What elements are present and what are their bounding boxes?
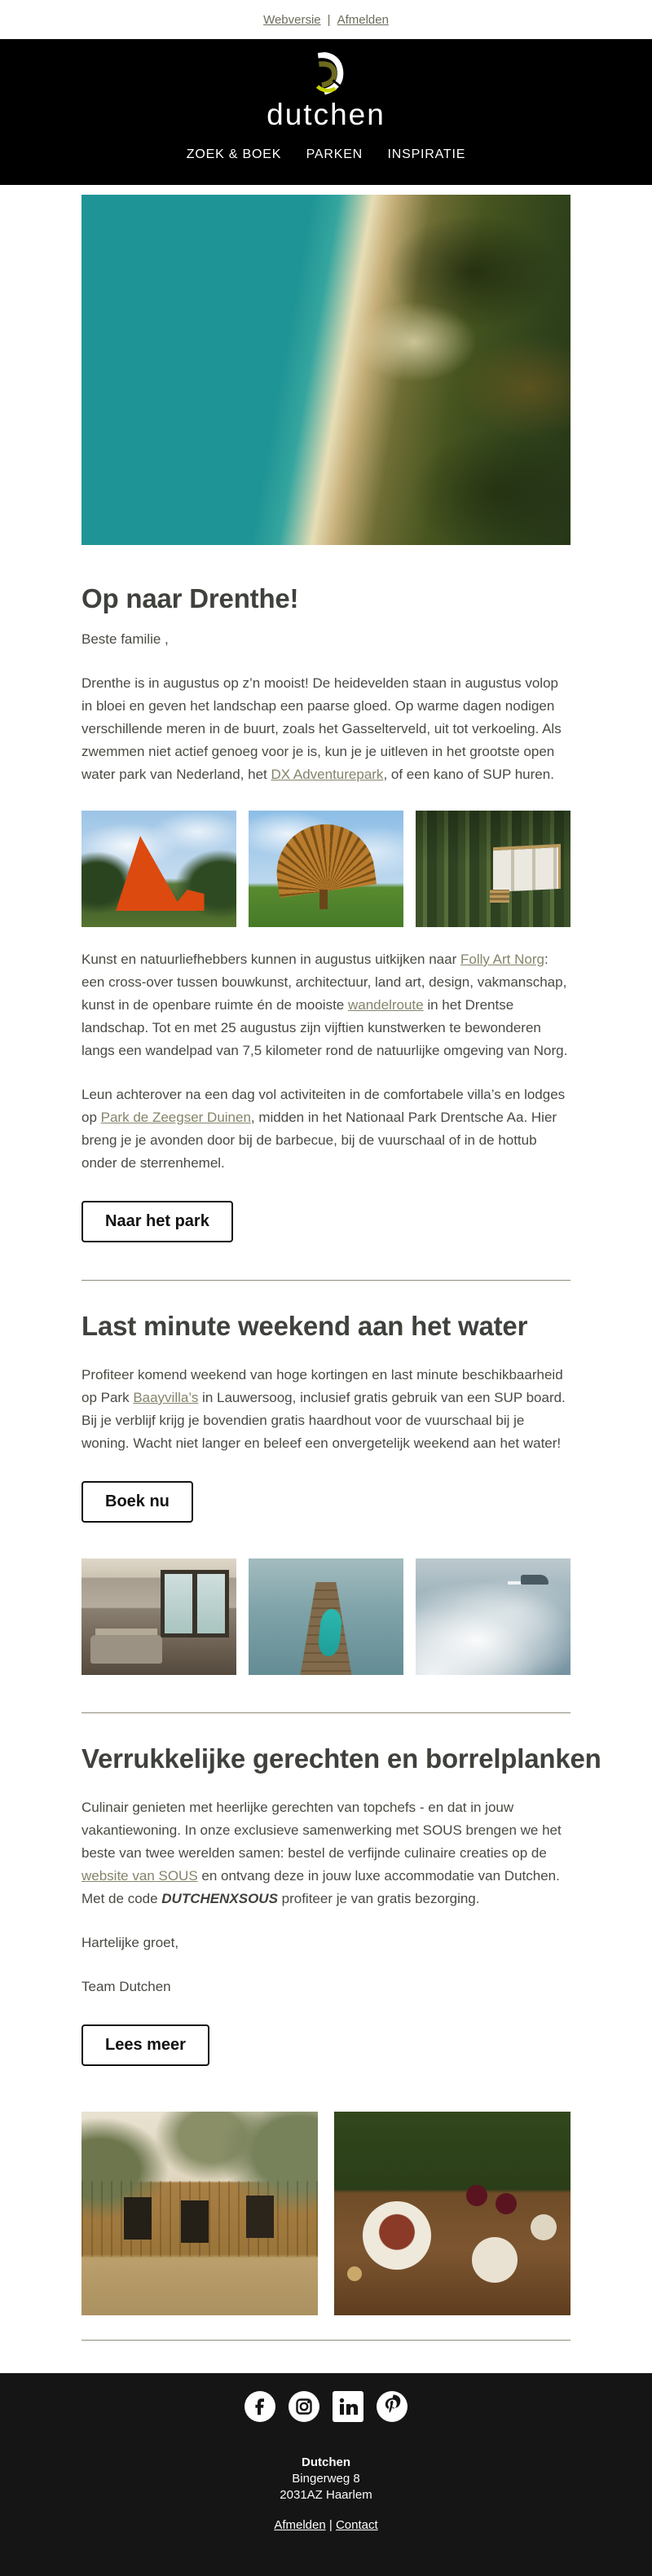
section1-heading: Op naar Drenthe!	[82, 583, 299, 613]
naar-het-park-button[interactable]: Naar het park	[82, 1201, 233, 1242]
section3-paragraph	[82, 1796, 570, 1910]
text-segment: Drenthe is in augustus op z’n mooist! De heidevelden staan in augustus volop in bloei en geven het landschap een paarse gloed. Op warme dagen nodigen verschillende meren in de buurt, zoals het Gasselterveld, uit tot verkoeling. Als zwemmen niet actief genoeg voor je is, kun je je uitleven in het grootste open water park van Nederland, het	[82, 675, 562, 782]
topbar	[0, 0, 652, 39]
photo-water-boat-wake[interactable]	[416, 1558, 570, 1675]
webversie-link[interactable]: Webversie	[263, 12, 321, 27]
lees-meer-button[interactable]: Lees meer	[82, 2024, 209, 2066]
text-segment: , of een kano of SUP huren.	[383, 767, 554, 782]
text-segment: in het Drentse landschap. Tot en met 25 augustus zijn vijftien kunstwerken te bewonderen langs een wandelpad van 7,5 kilometer rond de natuurlijke omgeving van Norg.	[82, 997, 568, 1058]
text-segment: in Lauwersoog, inclusief gratis gebruik van een SUP board. Bij je verblijf krijg je bovendien gratis haardhout voor de vuurschaal bij je woning. Wacht niet langer en beleef een onvergetelijk weekend aan het water!	[82, 1390, 566, 1451]
text-segment: profiteer je van gratis bezorging.	[277, 1891, 480, 1906]
social-links	[0, 2391, 652, 2422]
closing-signature: Team Dutchen	[82, 1979, 171, 1994]
afmelden-top-link[interactable]: Afmelden	[337, 12, 389, 27]
linkedin-icon[interactable]	[333, 2391, 363, 2422]
photo-food-platters[interactable]	[334, 2112, 570, 2315]
photo-row-art	[82, 811, 570, 927]
main-nav	[0, 147, 652, 162]
footer-address-street: Bingerweg 8	[292, 2472, 360, 2486]
section-divider-1	[82, 1280, 570, 1281]
dutchen-logo-icon[interactable]	[308, 52, 344, 95]
brand-wordmark[interactable]: dutchen	[267, 98, 385, 131]
header	[0, 39, 652, 185]
footer-separator: |	[328, 2518, 333, 2532]
section-divider-2	[82, 1712, 570, 1713]
photo-orange-sculpture[interactable]	[82, 811, 236, 927]
text-segment: : een cross-over tussen bouwkunst, architectuur, land art, design, vakmanschap, kunst in de openbare ruimte én de mooiste	[82, 952, 567, 1013]
photo-wooden-fan-sculpture[interactable]	[249, 811, 403, 927]
wandelroute-link[interactable]: wandelroute	[347, 997, 424, 1013]
nav-zoek-boek[interactable]: ZOEK & BOEK	[186, 147, 282, 161]
text-segment: Kunst en natuurliefhebbers kunnen in augustus uitkijken naar	[82, 952, 460, 967]
afmelden-footer-link[interactable]: Afmelden	[274, 2518, 326, 2532]
instagram-icon[interactable]	[289, 2391, 319, 2422]
greeting-text: Beste familie ,	[82, 631, 169, 647]
section1-paragraph-2	[82, 948, 570, 1062]
photo-wooden-cabin[interactable]	[82, 2112, 318, 2315]
section1-paragraph-1	[82, 672, 570, 786]
text-segment: en ontvang deze in jouw luxe accommodatie van Dutchen. Met de code	[82, 1868, 560, 1906]
section3-heading: Verrukkelijke gerechten en borrelplanken	[82, 1743, 601, 1774]
text-segment: Culinair genieten met heerlijke gerechten van topchefs - en dat in jouw vakantiewoning. In onze exclusieve samenwerking met SOUS brengen we het beste van twee werelden samen: bestel de verfijnde culinaire creaties op de	[82, 1800, 562, 1861]
photo-row-culinary	[82, 2112, 570, 2315]
website-van-sous-link[interactable]: website van SOUS	[82, 1868, 198, 1884]
footer-address-city: 2031AZ Haarlem	[280, 2488, 372, 2502]
section-divider-3	[82, 2340, 570, 2341]
section1-paragraph-3	[82, 1084, 570, 1175]
nav-parken[interactable]: PARKEN	[306, 147, 363, 161]
baayvillas-link[interactable]: Baayvilla’s	[133, 1390, 199, 1405]
footer	[0, 2373, 652, 2576]
photo-sup-board-jetty[interactable]	[249, 1558, 403, 1675]
email-content	[82, 195, 601, 2341]
facebook-icon[interactable]	[244, 2391, 275, 2422]
text-segment: , midden in het Nationaal Park Drentsche Aa. Hier breng je je avonden door bij de barbecue, bij de vuurschaal of in de hottub onder de sterrenhemel.	[82, 1110, 557, 1171]
text-segment: Profiteer komend weekend van hoge kortingen en last minute beschikbaarheid op Park	[82, 1367, 563, 1405]
boek-nu-button[interactable]: Boek nu	[82, 1481, 193, 1523]
section2-paragraph	[82, 1364, 570, 1455]
footer-company-name: Dutchen	[302, 2455, 350, 2469]
photo-forest-art-panels[interactable]	[416, 811, 570, 927]
dx-adventurepark-link[interactable]: DX Adventurepark	[271, 767, 384, 782]
footer-links	[0, 2518, 652, 2532]
nav-inspiratie[interactable]: INSPIRATIE	[387, 147, 466, 161]
hero-photo-aerial-lake[interactable]	[82, 195, 570, 545]
pinterest-icon[interactable]	[377, 2391, 408, 2422]
contact-link[interactable]: Contact	[335, 2518, 378, 2532]
topbar-separator: |	[327, 12, 331, 27]
section2-heading: Last minute weekend aan het water	[82, 1311, 528, 1341]
promo-code: DUTCHENXSOUS	[161, 1891, 278, 1906]
text-segment: Leun achterover na een dag vol activiteiten in de comfortabele villa’s en lodges op	[82, 1087, 566, 1125]
photo-villa-interior[interactable]	[82, 1558, 236, 1675]
closing-greeting: Hartelijke groet,	[82, 1935, 179, 1950]
folly-art-norg-link[interactable]: Folly Art Norg	[460, 952, 544, 967]
park-de-zeegser-duinen-link[interactable]: Park de Zeegser Duinen	[100, 1110, 251, 1125]
photo-row-water	[82, 1558, 570, 1675]
